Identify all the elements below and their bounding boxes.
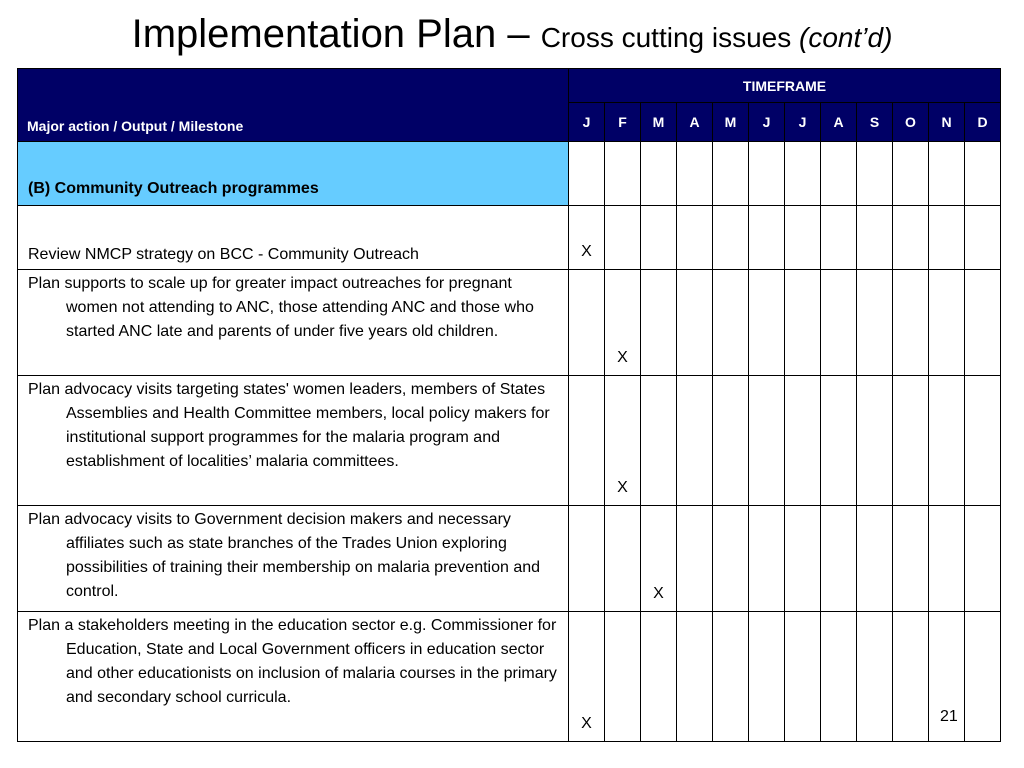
- month-header: J: [785, 103, 821, 142]
- timeframe-cell: [605, 142, 641, 206]
- timeframe-cell: [857, 142, 893, 206]
- timeframe-cell: X: [605, 270, 641, 376]
- action-text: Plan a stakeholders meeting in the education sector e.g. Commissioner for Education, State and Local Government officers in education sector and other educationists on inclusion of malaria courses in the primary and secondary school curricula.: [28, 617, 557, 706]
- timeframe-cell: [965, 612, 1001, 742]
- action-cell: [18, 206, 569, 270]
- timeframe-cell: [785, 206, 821, 270]
- table-row: [18, 206, 1001, 270]
- timeframe-cell: [641, 206, 677, 270]
- timeframe-cell: [641, 376, 677, 506]
- timeframe-cell: [965, 142, 1001, 206]
- timeframe-cell: [641, 142, 677, 206]
- timeframe-cell: [713, 142, 749, 206]
- timeframe-cell: [929, 270, 965, 376]
- month-header: S: [857, 103, 893, 142]
- timeframe-cell: [893, 376, 929, 506]
- title-subtitle: Cross cutting issues: [540, 22, 800, 53]
- timeframe-cell: [857, 206, 893, 270]
- timeframe-cell: [785, 270, 821, 376]
- timeframe-cell: [929, 206, 965, 270]
- month-header: M: [641, 103, 677, 142]
- timeframe-cell: [641, 270, 677, 376]
- timeframe-cell: [677, 142, 713, 206]
- timeframe-cell: [749, 270, 785, 376]
- timeframe-header: TIMEFRAME: [569, 69, 1001, 103]
- timeframe-cell: [785, 142, 821, 206]
- timeframe-cell: [749, 142, 785, 206]
- timeframe-cell: [677, 206, 713, 270]
- timeframe-cell: [749, 612, 785, 742]
- implementation-plan-table: [17, 68, 1001, 742]
- timeframe-cell: [713, 612, 749, 742]
- timeframe-cell: [965, 376, 1001, 506]
- action-cell: [18, 270, 569, 376]
- month-header: J: [749, 103, 785, 142]
- timeframe-cell: [893, 270, 929, 376]
- timeframe-cell: [785, 376, 821, 506]
- timeframe-cell: [677, 506, 713, 612]
- timeframe-cell: [785, 506, 821, 612]
- action-text: Plan advocacy visits targeting states' women leaders, members of States Assemblies and Health Committee members, local policy makers for institutional support programmes for the malaria program and establishment of localities’ malaria committees.: [28, 381, 550, 470]
- timeframe-cell: [749, 376, 785, 506]
- timeframe-cell: [713, 206, 749, 270]
- timeframe-cell: [821, 206, 857, 270]
- timeframe-cell: [857, 612, 893, 742]
- timeframe-cell: [569, 506, 605, 612]
- action-text: Review NMCP strategy on BCC - Community Outreach: [28, 246, 419, 263]
- timeframe-cell: [821, 506, 857, 612]
- action-text: Plan supports to scale up for greater impact outreaches for pregnant women not attending to ANC, those attending ANC and those who started ANC late and parents of under five years old children.: [28, 275, 534, 340]
- timeframe-cell: [857, 506, 893, 612]
- timeframe-cell: [893, 612, 929, 742]
- timeframe-cell: [965, 270, 1001, 376]
- action-text: Plan advocacy visits to Government decision makers and necessary affiliates such as state branches of the Trades Union exploring possibilities of training their membership on malaria prevention and control.: [28, 511, 541, 600]
- title-main: Implementation Plan –: [131, 12, 541, 56]
- timeframe-cell: [965, 506, 1001, 612]
- timeframe-cell: [929, 376, 965, 506]
- timeframe-cell: [785, 612, 821, 742]
- timeframe-cell: [677, 376, 713, 506]
- month-header: N: [929, 103, 965, 142]
- timeframe-cell: [605, 612, 641, 742]
- action-cell: [18, 612, 569, 742]
- timeframe-cell: [929, 142, 965, 206]
- action-cell: [18, 376, 569, 506]
- table-row: [18, 376, 1001, 506]
- timeframe-cell: [713, 376, 749, 506]
- timeframe-cell: [821, 142, 857, 206]
- section-heading: (B) Community Outreach programmes: [18, 142, 569, 206]
- timeframe-cell: [821, 612, 857, 742]
- timeframe-cell: [893, 206, 929, 270]
- table-row: [18, 506, 1001, 612]
- timeframe-cell: X: [569, 206, 605, 270]
- timeframe-cell: [569, 142, 605, 206]
- timeframe-cell: [821, 270, 857, 376]
- month-header: D: [965, 103, 1001, 142]
- page-number: 21: [940, 708, 958, 725]
- action-column-header: Major action / Output / Milestone: [18, 69, 569, 142]
- timeframe-cell: [857, 376, 893, 506]
- timeframe-cell: [749, 506, 785, 612]
- timeframe-cell: [641, 612, 677, 742]
- timeframe-cell: [605, 506, 641, 612]
- table-row: [18, 270, 1001, 376]
- timeframe-cell: [713, 270, 749, 376]
- timeframe-cell: [569, 376, 605, 506]
- month-header: J: [569, 103, 605, 142]
- timeframe-cell: [749, 206, 785, 270]
- slide-title: [0, 12, 1024, 57]
- timeframe-cell: [965, 206, 1001, 270]
- title-continued: (cont’d): [799, 22, 893, 53]
- timeframe-cell: [677, 270, 713, 376]
- month-header: F: [605, 103, 641, 142]
- timeframe-cell: [893, 506, 929, 612]
- month-header: A: [677, 103, 713, 142]
- month-header: M: [713, 103, 749, 142]
- month-header: O: [893, 103, 929, 142]
- timeframe-cell: [677, 612, 713, 742]
- timeframe-cell: [821, 376, 857, 506]
- timeframe-cell: X: [641, 506, 677, 612]
- timeframe-cell: [713, 506, 749, 612]
- timeframe-cell: [605, 206, 641, 270]
- timeframe-cell: X: [605, 376, 641, 506]
- timeframe-cell: [857, 270, 893, 376]
- table-row: [18, 612, 1001, 742]
- timeframe-cell: [893, 142, 929, 206]
- timeframe-cell: [569, 270, 605, 376]
- month-header: A: [821, 103, 857, 142]
- timeframe-cell: [929, 506, 965, 612]
- timeframe-cell: X: [569, 612, 605, 742]
- action-cell: [18, 506, 569, 612]
